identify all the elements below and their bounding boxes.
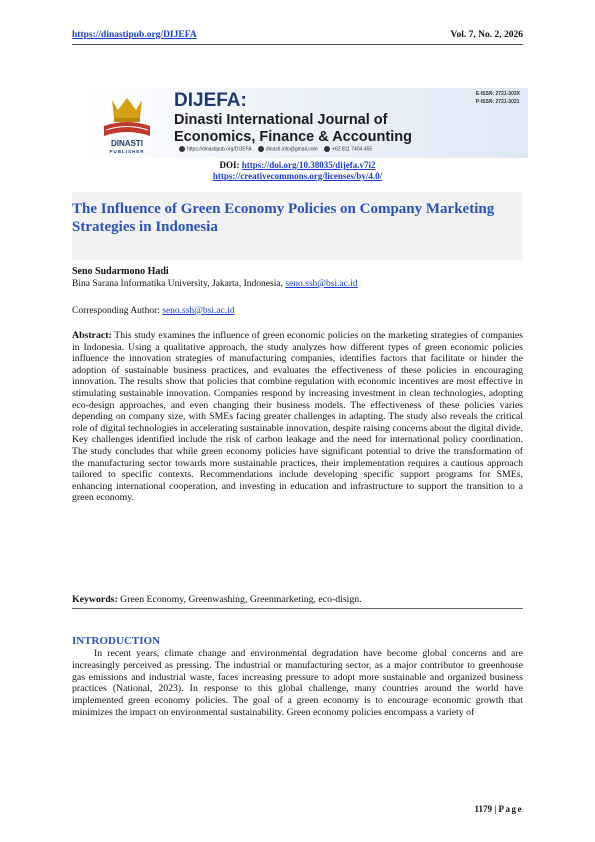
page-footer: 1179 | Page	[474, 804, 523, 814]
email-icon	[258, 146, 264, 152]
abstract-text: This study examines the influence of green economic policies on the marketing strategies of companies in Indonesia. Using a qualitative approach, the study analyzes how different types of green economic policies influence the innovation strategies of manufacturing companies, identifies factors that facilitate or hinder the adoption of sustainable business practices, and evaluates the effectiveness of these policies in encouraging innovation. The results show that policies that combine regulation with economic incentives are most effective in stimulating sustainable innovation. Companies respond by increasing investment in clean technologies, adopting eco-design approaches, and even changing their business models. The effectiveness of these policies varies depending on company size, with SMEs facing greater challenges in adapting. The study also reveals the critical role of digital technologies in accelerating sustainable innovation, despite raising concerns about the digital divide. Key challenges identified include the risk of carbon leakage and the need for international policy coordination. The study concludes that while green economy policies have significant potential to drive the transformation of the manufacturing sector towards more sustainable practices, their implementation requires a cautious approach tailored to specific contexts. Recommendations include developing specific support programs for SMEs, enhancing international cooperation, and investing in education and infrastructure to support the transition to a green economy.	[72, 330, 523, 504]
issn-block: E-ISSN: 2721-303X P-ISSN: 2721-3021	[475, 91, 520, 105]
author-email-link[interactable]: seno.ssh@bsi.ac.id	[285, 279, 358, 289]
abstract-label: Abstract:	[72, 330, 112, 341]
license-line	[0, 171, 595, 181]
header-rule	[72, 44, 523, 45]
introduction-heading: INTRODUCTION	[72, 635, 161, 647]
corresponding-email-link[interactable]: seno.ssh@bsi.ac.id	[162, 306, 235, 316]
corresponding-author: Corresponding Author: seno.ssh@bsi.ac.id	[72, 306, 235, 316]
keywords-text: Green Economy, Greenwashing, Greenmarketing, eco-disign.	[120, 594, 362, 605]
keywords	[72, 594, 523, 605]
keywords-label: Keywords:	[72, 594, 118, 605]
globe-icon	[179, 146, 185, 152]
phone-icon	[324, 146, 330, 152]
journal-acronym: DIJEFA:	[174, 90, 247, 111]
article-title: The Influence of Green Economy Policies on Company Marketing Strategies in Indonesia	[72, 201, 495, 235]
author-name: Seno Sudarmono Hadi	[72, 266, 169, 277]
license-link[interactable]: https://creativecommons.org/licenses/by/4.0/	[212, 171, 383, 181]
journal-banner	[88, 88, 528, 158]
journal-url-link[interactable]: https://dinastipub.org/DIJEFA	[72, 30, 197, 40]
journal-title-line1: Dinasti International Journal of	[174, 112, 388, 128]
publisher-logo-text: DINASTI PUBLISHER	[109, 139, 145, 154]
abstract	[72, 330, 523, 504]
doi-link[interactable]: https://doi.org/10.38035/dijefa.v7i2	[241, 160, 376, 170]
journal-title-line2: Economics, Finance & Accounting	[174, 129, 412, 145]
keywords-rule	[72, 608, 523, 609]
contact-row: https://dinastipub.org/DIJEFA dinasti.info@gmail.com +62 811 7404 455	[174, 146, 372, 152]
doi-line: DOI: https://doi.org/10.38035/dijefa.v7i2	[219, 160, 376, 170]
page-number: 1179	[474, 804, 493, 814]
page-word: Page	[498, 804, 523, 814]
introduction-paragraph: In recent years, climate change and environmental degradation have become global concerns and are increasingly perceived as pressing. The industrial or manufacturing sector, as a major contributor to greenhouse gas emissions and industrial waste, faces increasing pressure to adopt more sustainable and organized business practices (National, 2023). In response to this global challenge, many countries around the world have implemented green economy policies. The goal of a green economy is to encourage economic growth that minimizes the impact on environmental sustainability. Green economy policies encompass a variety of	[72, 648, 523, 718]
volume-issue: Vol. 7, No. 2, 2026	[450, 30, 523, 40]
author-affiliation: Bina Sarana Informatika University, Jakarta, Indonesia, seno.ssh@bsi.ac.id	[72, 279, 358, 289]
